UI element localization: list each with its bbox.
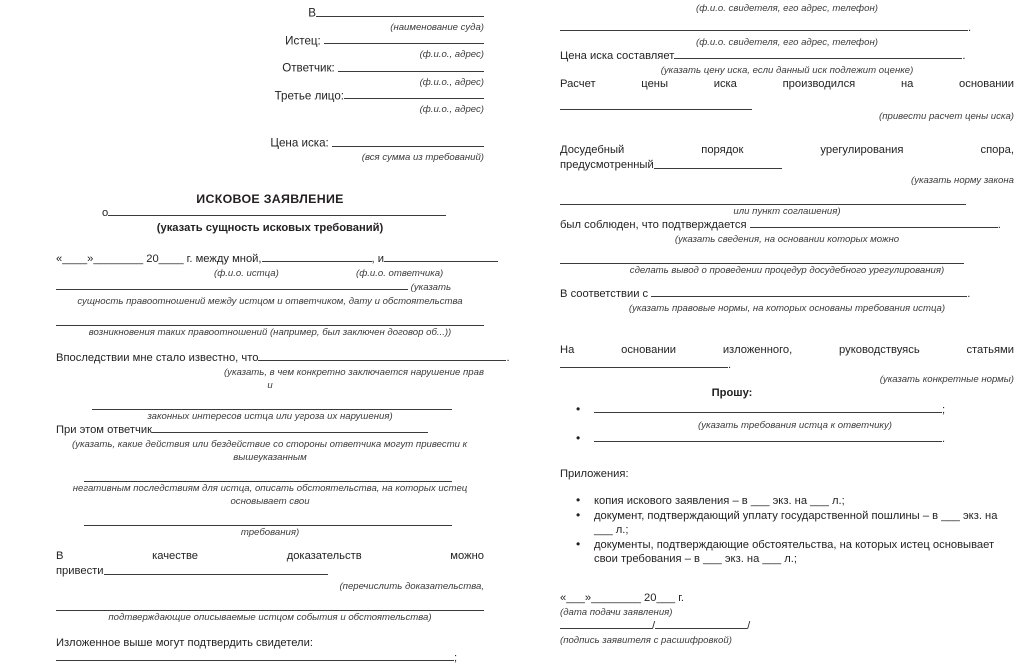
subject-row [56, 206, 484, 221]
pretrial-word-2: урегулирования [820, 144, 904, 157]
page-title: ИСКОВОЕ ЗАЯВЛЕНИЕ [196, 191, 344, 206]
hint-claim-amount: (указать цену иска, если данный иск подлежит оценке) [660, 65, 914, 77]
plaintiff-name-rule[interactable] [262, 252, 372, 262]
essence-fill-rule-2[interactable] [56, 314, 484, 326]
evidence-second-row [56, 564, 484, 579]
evidence-word-0: В [56, 550, 64, 563]
list-item: • копия искового заявления – в ___ экз. на ___ л.; [560, 494, 1014, 509]
violation-fill-rule[interactable] [92, 398, 452, 410]
hint-actions-1: (указать, какие действия или бездействие со стороны ответчика могут привести к [72, 439, 468, 451]
attachments-heading: Приложения: [560, 468, 629, 481]
evidence-word-3: можно [450, 550, 484, 563]
subject-prefix: о [102, 206, 109, 219]
calc-word-4: на [900, 78, 914, 91]
actions-fill-rule-2[interactable] [84, 514, 452, 526]
actions-fill-rule-1[interactable] [84, 470, 452, 482]
pretrial-spread-row [560, 143, 1014, 158]
court-hint: (наименование суда) [390, 21, 484, 33]
hint-violation-2: законных интересов истца или угроза их нарушения) [147, 411, 393, 423]
agreement-date-row [56, 252, 484, 267]
accordance-fill-rule[interactable] [651, 287, 967, 297]
witness-2-rule-row: . [560, 21, 1014, 36]
observed-fill-rule-2[interactable] [560, 252, 964, 264]
later-known-label: Впоследствии мне стало известно, что [56, 352, 259, 365]
witnesses-label: Изложенное выше могут подтвердить свидетели: [56, 636, 313, 649]
basis-word-0: На [560, 343, 575, 356]
hint-violation-and: и [267, 380, 273, 392]
observed-fill-rule[interactable] [750, 218, 998, 228]
hint-signature: (подпись заявителя с расшифровкой) [560, 635, 732, 647]
defendant-name-rule[interactable] [384, 252, 498, 262]
hint-basis: (указать конкретные нормы) [879, 374, 1014, 386]
court-label: В [308, 6, 316, 20]
sign-date: «___»________ 20___ г. [560, 591, 685, 604]
basis-spread-row [560, 343, 1014, 358]
party-hints-row [56, 267, 484, 280]
hint-defendant-fio: (ф.и.о. ответчика) [356, 267, 444, 279]
signature-fill-rule[interactable] [560, 619, 652, 629]
pretrial-second-row [560, 158, 1014, 173]
defendant-hint: (ф.и.о., адрес) [419, 76, 484, 88]
request-list [560, 403, 1014, 419]
third-party-label: Третье лицо: [274, 89, 344, 102]
basis-word-1: основании [621, 343, 677, 356]
defendant-meanwhile-fill-rule[interactable] [152, 423, 428, 433]
court-row [56, 6, 484, 21]
signature-row: / / [560, 619, 1014, 634]
request-item-2: • . [560, 432, 1014, 448]
hint-calc: (привести расчет цены иска) [879, 111, 1014, 123]
accordance-row: В соответствии с . [560, 287, 971, 300]
hint-observed-2: сделать вывод о проведении процедур досудебного урегулирования) [629, 264, 945, 276]
hint-pretrial-2: или пункт соглашения) [733, 205, 841, 217]
claim-price-hint: (вся сумма из требований) [361, 151, 484, 163]
hint-actions-3: негативным последствиям для истца, описать обстоятельства, на которых истец [72, 483, 468, 495]
claim-amount-label: Цена иска составляет [560, 50, 675, 63]
agreement-date-prefix: «____»________ 20____ г. между мной, [56, 252, 262, 265]
plaintiff-fill-rule[interactable] [324, 34, 484, 45]
third-party-fill-rule[interactable] [344, 89, 484, 100]
later-known-row: Впоследствии мне стало известно, что . [56, 352, 510, 365]
essence-row [56, 280, 484, 295]
pretrial-fill-rule[interactable] [654, 158, 782, 168]
hint-essence-2: возникновения таких правоотношений (например, был заключен договор об...)) [88, 327, 452, 339]
observed-label: был соблюден, что подтверждается [560, 218, 747, 231]
evidence-word-1: качестве [152, 550, 199, 563]
basis-rule-row: . [560, 358, 1014, 373]
hint-witness-2: (ф.и.о. свидетеля, его адрес, телефон) [696, 37, 878, 49]
claim-price-fill-rule[interactable] [332, 136, 484, 147]
calc-word-1: цены [641, 78, 669, 91]
basis-word-4: статьями [966, 343, 1014, 356]
plaintiff-hint: (ф.и.о., адрес) [419, 49, 484, 60]
basis-word-3: руководствуясь [839, 343, 920, 356]
hint-sign-date: (дата подачи заявления) [560, 606, 673, 618]
defendant-label: Ответчик: [282, 61, 335, 75]
basis-word-2: изложенного, [722, 343, 793, 356]
hint-pretrial-1: (указать норму закона [911, 174, 1014, 186]
addressee-block [56, 0, 484, 164]
pretrial-word-3: спора, [980, 144, 1014, 157]
basis-fill-rule[interactable] [560, 358, 728, 368]
calc-word-0: Расчет [560, 78, 596, 91]
calc-word-2: иска [713, 78, 737, 91]
witness-2-fill-rule[interactable] [560, 21, 968, 31]
hint-essence-1: сущность правоотношений между истцом и ответчиком, дату и обстоятельства [77, 296, 463, 308]
calc-word-3: производился [782, 78, 856, 91]
pretrial-second-prefix: предусмотренный [560, 159, 654, 172]
hint-actions-5: требования) [240, 527, 300, 539]
hint-observed-1: (указать сведения, на основании которых можно [674, 233, 900, 245]
signature-name-fill-rule[interactable] [655, 619, 747, 629]
hint-evidence-2: подтверждающие описываемые истцом события и обстоятельства) [108, 611, 432, 623]
request-fill-rule-1[interactable] [594, 403, 942, 413]
hint-evidence-1: (перечислить доказательства, [339, 580, 484, 592]
hint-violation-1: (указать, в чем конкретно заключается нарушение прав [223, 367, 484, 379]
calc-fill-rule[interactable] [560, 98, 752, 110]
plaintiff-row [56, 34, 484, 49]
pretrial-fill-rule-2[interactable] [560, 193, 966, 205]
request-list-2 [560, 432, 1014, 448]
evidence-fill-rule-2[interactable] [56, 599, 484, 611]
accordance-label: В соответствии с [560, 287, 649, 300]
witness-fill-rule[interactable] [56, 651, 454, 661]
evidence-fill-rule[interactable] [104, 564, 328, 574]
witnesses-rule-row: ; [56, 651, 484, 666]
court-fill-rule[interactable] [316, 6, 484, 17]
plaintiff-label: Истец: [285, 34, 321, 47]
pretrial-word-0: Досудебный [560, 144, 625, 157]
evidence-spread-row [56, 549, 484, 564]
request-item-1: • ; [560, 403, 1014, 419]
pretrial-word-1: порядок [701, 144, 744, 157]
hint-specify-trailing: (указать [410, 282, 452, 294]
hint-plaintiff-fio: (ф.и.о. истца) [214, 267, 279, 279]
claim-amount-row: Цена иска составляет . [560, 50, 966, 63]
calc-word-5: основании [959, 78, 1014, 91]
hint-accordance: (указать правовые нормы, на которых основаны требования истца) [628, 302, 946, 314]
right-column [512, 0, 1024, 647]
agreement-date-mid: , и [371, 252, 385, 265]
defendant-row [56, 61, 484, 76]
claim-amount-fill-rule[interactable] [674, 49, 962, 59]
list-item: • документ, подтверждающий уплату государственной пошлины – в ___ экз. на ___ л.; [560, 509, 1014, 538]
list-item: • документы, подтверждающие обстоятельства, на которых истец основывает свои требования – в ___ экз. на ___ л.; [560, 538, 1014, 567]
later-known-fill-rule[interactable] [258, 351, 506, 361]
hint-actions-2: вышеуказанным [233, 452, 307, 464]
essence-fill-rule[interactable] [56, 280, 408, 290]
hint-witness-1: (ф.и.о. свидетеля, его адрес, телефон) [696, 3, 878, 14]
calc-spread-row [560, 77, 1014, 92]
request-fill-rule-2[interactable] [594, 432, 942, 442]
request-heading: Прошу: [711, 387, 753, 400]
attachments-list [560, 494, 1014, 567]
third-party-row [56, 89, 484, 104]
hint-actions-4: основывает свои [230, 496, 310, 508]
hint-request: (указать требования истца к ответчику) [698, 419, 892, 431]
claim-price-row [56, 136, 484, 151]
observed-row: был соблюден, что подтверждается . [560, 218, 1001, 231]
evidence-word-2: доказательств [286, 550, 362, 563]
defendant-meanwhile-row [56, 423, 484, 438]
subject-fill-rule[interactable] [108, 206, 446, 216]
evidence-second-prefix: привести [56, 565, 104, 578]
defendant-meanwhile-label: При этом ответчик [56, 424, 152, 437]
subject-hint: (указать сущность исковых требований) [156, 221, 384, 234]
defendant-fill-rule[interactable] [338, 61, 484, 72]
third-party-hint: (ф.и.о., адрес) [419, 104, 484, 115]
claim-price-label: Цена иска: [270, 136, 329, 150]
